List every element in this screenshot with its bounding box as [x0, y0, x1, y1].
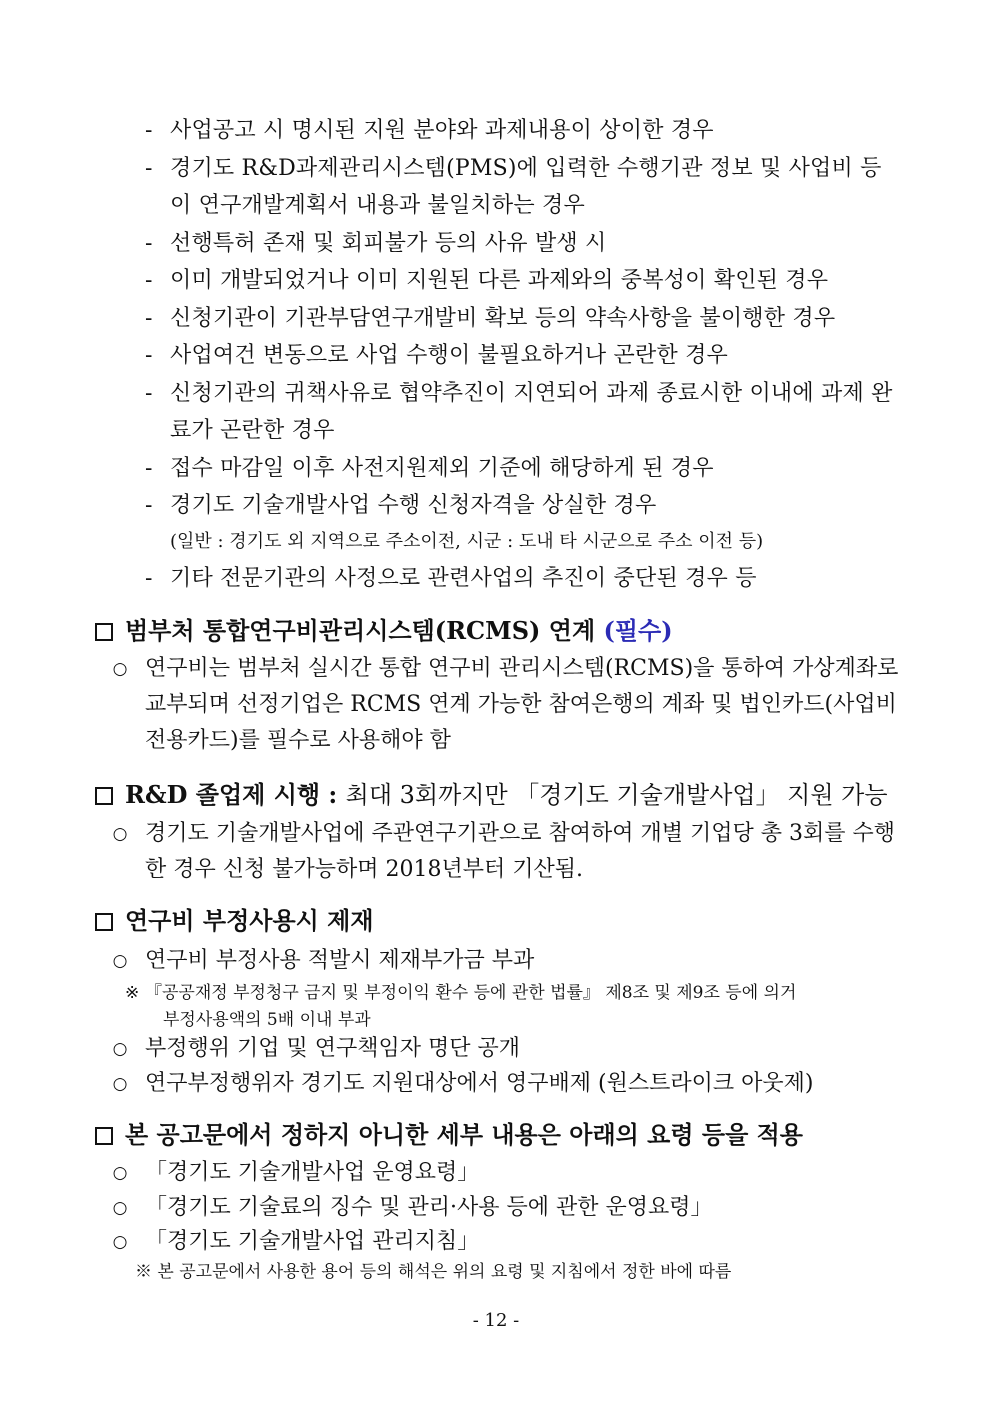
condition-text: 경기도 R&D과제관리시스템(PMS)에 입력한 수행기관 정보 및 사업비 등이 연구개발계획서 내용과 불일치하는 경우 [170, 156, 882, 218]
condition-item [145, 337, 897, 374]
circle-bullet-icon: ○ [112, 1074, 128, 1094]
dash-mark: - [145, 493, 153, 518]
item-text: 연구비는 범부처 실시간 통합 연구비 관리시스템(RCMS)을 통하여 가상계좌로 교부되며 선정기업은 RCMS 연계 가능한 참여은행의 계좌 및 법인카드(사업비전용카드)를 필수로 사용해야 함 [145, 656, 899, 753]
condition-item [145, 560, 897, 597]
list-item [110, 1031, 900, 1067]
checkbox-square-icon [95, 1127, 113, 1145]
condition-item [145, 450, 897, 487]
note-line: 『공공재정 부정청구 금지 및 부정이익 환수 등에 관한 법률』 제8조 및 제9조 등에 의거 [145, 983, 797, 1003]
dash-mark: - [145, 231, 153, 256]
list-item [110, 1190, 900, 1226]
dash-mark: - [145, 268, 153, 293]
item-text: 경기도 기술개발사업에 주관연구기관으로 참여하여 개별 기업당 총 3회를 수행한 경우 신청 불가능하며 2018년부터 기산됨. [145, 821, 896, 882]
section-heading-rules [95, 1117, 915, 1153]
item-text: 「경기도 기술료의 징수 및 관리·사용 등에 관한 운영요령」 [145, 1195, 713, 1220]
condition-text: 이미 개발되었거나 이미 지원된 다른 과제와의 중복성이 확인된 경우 [170, 268, 829, 293]
circle-bullet-icon: ○ [112, 1163, 128, 1183]
item-text: 「경기도 기술개발사업 관리지침」 [145, 1229, 480, 1254]
list-item [110, 651, 900, 759]
condition-item [145, 487, 897, 524]
reference-mark: ※ [125, 983, 140, 1003]
list-item [110, 1155, 900, 1191]
circle-bullet-icon: ○ [112, 824, 128, 844]
circle-bullet-icon: ○ [112, 1198, 128, 1218]
page-number: - 12 - [472, 1310, 520, 1331]
condition-item [145, 150, 897, 224]
condition-item [145, 112, 897, 149]
condition-item [145, 375, 897, 449]
condition-text: 기타 전문기관의 사정으로 관련사업의 추진이 중단된 경우 등 [170, 566, 757, 591]
condition-text: 사업여건 변동으로 사업 수행이 불필요하거나 곤란한 경우 [170, 343, 729, 368]
checkbox-square-icon [95, 787, 113, 805]
list-item [110, 1066, 900, 1102]
item-text: 「경기도 기술개발사업 운영요령」 [145, 1160, 480, 1185]
section-title-rest: 최대 3회까지만 「경기도 기술개발사업」 지원 가능 [345, 781, 888, 809]
checkbox-square-icon [95, 913, 113, 931]
dash-mark: - [145, 456, 153, 481]
item-text: 부정행위 기업 및 연구책임자 명단 공개 [145, 1036, 520, 1061]
rules-footnote: ※ 본 공고문에서 사용한 용어 등의 해석은 위의 요령 및 지침에서 정한 바에 따름 [135, 1262, 732, 1282]
section-heading-graduation [95, 777, 915, 813]
condition-text: 신청기관이 기관부담연구개발비 확보 등의 약속사항을 불이행한 경우 [170, 306, 836, 331]
condition-item [145, 225, 897, 262]
dash-mark: - [145, 566, 153, 591]
section-title: R&D 졸업제 시행 : [125, 780, 338, 809]
condition-item [145, 262, 897, 299]
section-heading-sanctions [95, 903, 915, 939]
circle-bullet-icon: ○ [112, 951, 128, 971]
section-title: 범부처 통합연구비관리시스템(RCMS) 연계 [125, 616, 596, 645]
checkbox-square-icon [95, 623, 113, 641]
circle-bullet-icon: ○ [112, 1039, 128, 1059]
condition-text: 선행특허 존재 및 회피불가 등의 사유 발생 시 [170, 231, 607, 256]
dash-mark: - [145, 118, 153, 143]
circle-bullet-icon: ○ [112, 1232, 128, 1252]
section-title: 본 공고문에서 정하지 아니한 세부 내용은 아래의 요령 등을 적용 [125, 1120, 803, 1149]
item-text: 연구부정행위자 경기도 지원대상에서 영구배제 (원스트라이크 아웃제) [145, 1071, 814, 1096]
condition-text: 접수 마감일 이후 사전지원제외 기준에 해당하게 된 경우 [170, 456, 714, 481]
list-item [110, 816, 900, 888]
required-badge: (필수) [603, 616, 673, 645]
dash-mark: - [145, 343, 153, 368]
section-title: 연구비 부정사용시 제재 [125, 906, 374, 935]
section-heading-rcms [95, 613, 915, 649]
legal-reference-note [125, 980, 900, 1034]
condition-note: (일반 : 경기도 외 지역으로 주소이전, 시군 : 도내 타 시군으로 주소 이전 등) [170, 531, 764, 552]
item-text: 연구비 부정사용 적발시 제재부가금 부과 [145, 948, 535, 973]
note-line: 부정사용액의 5배 이내 부과 [163, 1010, 371, 1030]
condition-item [145, 300, 897, 337]
dash-mark: - [145, 381, 153, 406]
dash-mark: - [145, 306, 153, 331]
condition-text: 신청기관의 귀책사유로 협약추진이 지연되어 과제 종료시한 이내에 과제 완료가 곤란한 경우 [170, 381, 893, 443]
dash-mark: - [145, 156, 153, 181]
circle-bullet-icon: ○ [112, 659, 128, 679]
condition-text: 사업공고 시 명시된 지원 분야와 과제내용이 상이한 경우 [170, 118, 714, 143]
list-item [110, 943, 900, 979]
condition-text: 경기도 기술개발사업 수행 신청자격을 상실한 경우 [170, 493, 657, 518]
list-item [110, 1224, 900, 1260]
